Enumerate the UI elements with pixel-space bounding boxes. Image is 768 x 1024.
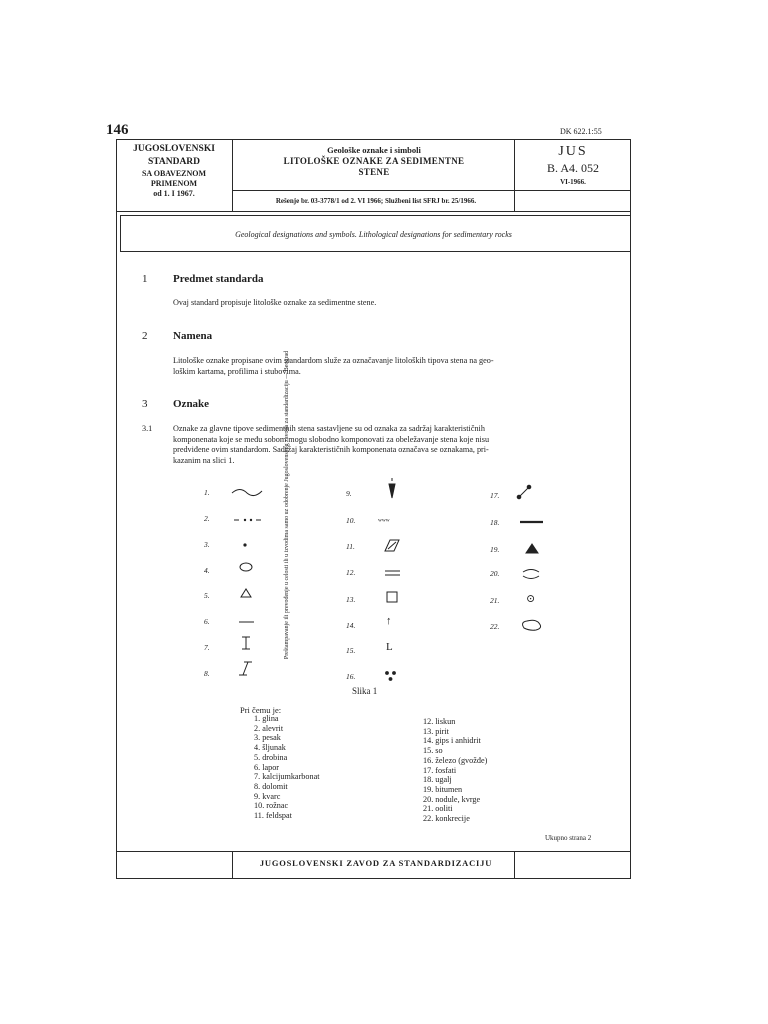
pyrite-symbol <box>387 592 397 602</box>
legend-left-column <box>254 714 319 821</box>
header-title-line1: Geološke oznake i simboli <box>327 145 421 155</box>
header-title-line2: LITOLOŠKE OZNAKE ZA SEDIMENTNE <box>283 156 465 166</box>
hematite-symbol: ʷʷʷ <box>378 516 390 526</box>
legend-item: 1. glina <box>254 714 279 723</box>
header-left-line2: STANDARD <box>147 157 201 167</box>
legend-item: 6. lapor <box>254 762 280 772</box>
subsection-line-4: kazanim na slici 1. <box>173 455 235 465</box>
figure-label-7: 7. <box>204 643 210 652</box>
legend-item: 22. konkrecije <box>423 814 470 824</box>
legend-item: 7. kalcijumkarbonat <box>254 772 320 782</box>
section-2-title: Namena <box>173 330 213 342</box>
figure-label-8: 8. <box>204 669 210 678</box>
figure-label-18: 18. <box>490 518 500 527</box>
gypsum-symbol: ↑ <box>386 615 392 627</box>
breccia-symbol <box>241 589 251 597</box>
salt-symbol: L <box>386 641 393 653</box>
subsection-3-1-number: 3.1 <box>142 424 153 433</box>
legend-item: 21. ooliti <box>423 804 453 814</box>
legend-item: 16. železo (gvožđe) <box>423 755 488 765</box>
section-1-text: Ovaj standard propisuje litološke oznake za sedimentne stene. <box>173 298 377 307</box>
legend-item: 11. feldspat <box>254 811 292 821</box>
legend-item: 9. kvarc <box>254 791 281 801</box>
section-2-line2: loškim kartama, profilima i stubovima. <box>173 366 301 376</box>
figure-label-14: 14. <box>346 621 356 630</box>
english-title: Geological designations and symbols. Lithological designations for sedimentary rocks <box>235 230 512 239</box>
legend-right-column <box>423 717 487 824</box>
concretion-symbol <box>523 620 541 630</box>
figure-label-10: 10. <box>346 516 356 525</box>
decision-line: Rešenje br. 03-3778/1 od 2. VI 1966; Službeni list SFRJ br. 25/1966. <box>275 197 477 205</box>
figure-label-19: 19. <box>490 545 500 554</box>
figure-label-3: 3. <box>204 540 210 549</box>
legend-item: 13. pirit <box>423 726 449 736</box>
quartz-symbol <box>389 484 395 498</box>
figure-label-11: 11. <box>346 542 355 551</box>
figure-label-15: 15. <box>346 646 356 655</box>
legend-item: 4. šljunak <box>254 743 286 753</box>
subsection-line-1: Oznake za glavne tipove sedimentnih stena sastavljene su od oznaka za sadržaj karakterističnih <box>173 424 485 433</box>
legend-item: 17. fosfati <box>423 765 457 775</box>
legend-item: 12. liskun <box>423 717 456 726</box>
iron-symbol <box>385 671 396 681</box>
section-2-number: 2 <box>142 330 148 342</box>
silt-symbol <box>234 519 261 521</box>
figure-label-5: 5. <box>204 591 210 600</box>
clay-symbol <box>232 490 262 496</box>
calcium-carbonate-symbol <box>242 637 250 649</box>
header-left-line1: JUGOSLOVENSKI <box>133 144 215 154</box>
figure-label-17: 17. <box>490 491 500 500</box>
subsection-line-3: predviđene ovim standardom. Sadržaj karakterističnih komponenata označava se oznakama, pri- <box>173 445 489 454</box>
sand-symbol <box>243 543 246 546</box>
legend-item: 8. dolomit <box>254 781 288 791</box>
page-number: 146 <box>106 122 129 138</box>
legend-item: 19. bitumen <box>423 784 463 794</box>
figure-label-20: 20. <box>490 569 500 578</box>
figure-label-22: 22. <box>490 622 500 631</box>
gravel-symbol <box>240 563 252 571</box>
legend-item: 10. rožnac <box>254 801 289 811</box>
legend-item: 14. gips i anhidrit <box>423 736 481 746</box>
figure-label-4: 4. <box>204 566 210 575</box>
subsection-line-2: komponenata koje se među sobom mogu slobodno komponovati za obeležavanje stena koje nisu <box>173 434 490 444</box>
dolomite-symbol <box>239 662 252 675</box>
legend-item: 15. so <box>423 746 443 756</box>
section-1-number: 1 <box>142 273 148 285</box>
oolite-symbol: ⊙ <box>526 593 536 605</box>
section-3-number: 3 <box>142 398 148 410</box>
section-1-title: Predmet standarda <box>173 273 264 285</box>
section-2-line1: Litološke oznake propisane ovim standardom služe za označavanje litoloških tipova stena na geo- <box>173 356 494 365</box>
figure-label-13: 13. <box>346 595 356 604</box>
header-left-line4: PRIMENOM <box>150 179 198 188</box>
bitumen-symbol <box>526 544 538 553</box>
section-3-title: Oznake <box>173 398 210 410</box>
figure-label-9: 9. <box>346 489 352 498</box>
legend-title: Pri čemu je: <box>240 705 282 715</box>
figure-caption: Slika 1 <box>352 686 378 696</box>
total-pages: Ukupno strana 2 <box>545 834 592 842</box>
footer-publisher: JUGOSLOVENSKI ZAVOD ZA STANDARDIZACIJU <box>259 858 493 868</box>
dk-code: DK 622.1:55 <box>560 127 602 136</box>
figure-label-21: 21. <box>490 596 500 605</box>
feldspar-hatch <box>388 542 396 549</box>
figure-label-16: 16. <box>346 672 356 681</box>
jus-number: B. A4. 052 <box>546 161 599 175</box>
side-copyright-note: Preštampavanje ili prevođenje u celosti ili u izvodima samo uz odobrenje Jugoslovenskog zavoda za standardizaciju — Beograd <box>284 350 290 660</box>
header-left-line5: od 1. I 1967. <box>153 189 195 198</box>
legend-item: 2. alevrit <box>254 723 284 733</box>
figure-label-6: 6. <box>204 617 210 626</box>
legend-item: 5. drobina <box>254 752 288 762</box>
jus-label: JUS <box>558 144 588 159</box>
jus-date: VI-1966. <box>560 178 586 186</box>
figure-label-2: 2. <box>204 514 210 523</box>
header-title-line3: STENE <box>358 167 390 177</box>
legend-item: 18. ugalj <box>423 775 452 785</box>
figure-label-12: 12. <box>346 568 356 577</box>
header-left-line3: SA OBAVEZNOM <box>141 169 207 178</box>
figure-label-1: 1. <box>204 488 210 497</box>
legend-item: 20. nodule, kvrge <box>423 794 481 804</box>
phosphate-symbol <box>517 485 531 499</box>
nodule-symbol <box>523 570 539 579</box>
legend-item: 3. pesak <box>254 733 281 743</box>
